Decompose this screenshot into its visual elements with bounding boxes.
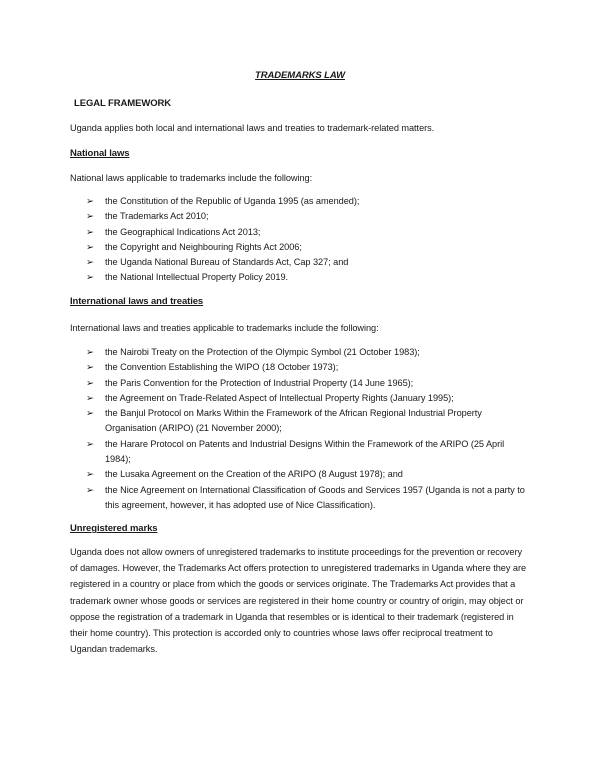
- arrow-bullet-icon: ➢: [86, 226, 94, 238]
- list-item: [0, 270, 600, 285]
- section-heading-legal-framework: LEGAL FRAMEWORK: [74, 98, 172, 109]
- arrow-bullet-icon: ➢: [86, 347, 94, 358]
- list-item: [0, 209, 600, 224]
- list-item-text: the Copyright and Neighbouring Rights Act 2006;: [105, 241, 302, 252]
- arrow-bullet-icon: ➢: [86, 272, 94, 284]
- list-item-text: the Nice Agreement on International Classification of Goods and Services 1957 (Uganda is not a party to this agreement, however, it has adopted use of Nice Classification).: [105, 484, 525, 510]
- list-item: [0, 360, 600, 375]
- unregistered-marks-body: Uganda does not allow owners of unregistered trademarks to institute proceedings for the prevention or recovery of damages. However, the Trademarks Act offers protection to unregistered trademarks in Uganda where they are registered in a country or place from which the goods or services originate. The Trademarks Act provides that a trademark owner whose goods or services are registered in their home country or country of origin, may object or oppose the registration of a trademark in Uganda that resembles or is identical to their trademark (registered in their home country). This protection is accorded only to countries whose laws offer reciprocal treatment to Ugandan trademarks.: [70, 547, 527, 655]
- arrow-bullet-icon: ➢: [86, 377, 94, 389]
- list-item-text: the Harare Protocol on Patents and Industrial Designs Within the Framework of the ARIPO (25 April 1984);: [105, 438, 505, 465]
- international-laws-lead: International laws and treaties applicable to trademarks include the following:: [70, 323, 379, 333]
- arrow-bullet-icon: ➢: [86, 408, 94, 420]
- list-item: [0, 467, 600, 482]
- intro-paragraph: Uganda applies both local and international laws and treaties to trademark-related matters.: [70, 123, 435, 133]
- list-item-text: the National Intellectual Property Policy 2019.: [105, 272, 289, 283]
- list-item: [0, 194, 600, 209]
- national-laws-lead: National laws applicable to trademarks include the following:: [70, 173, 313, 183]
- list-item-text: the Uganda National Bureau of Standards Act, Cap 327; and: [105, 257, 349, 268]
- list-item-text: the Convention Establishing the WIPO (18 October 1973);: [105, 362, 339, 373]
- arrow-bullet-icon: ➢: [86, 241, 94, 253]
- document-title: TRADEMARKS LAW: [255, 70, 345, 81]
- list-item: [0, 376, 600, 391]
- international-laws-heading: International laws and treaties: [70, 296, 204, 307]
- arrow-bullet-icon: ➢: [86, 362, 94, 374]
- list-item: [0, 483, 600, 514]
- unregistered-marks-heading: Unregistered marks: [70, 523, 158, 534]
- list-item-text: the Nairobi Treaty on the Protection of the Olympic Symbol (21 October 1983);: [105, 347, 420, 357]
- list-item: [0, 240, 600, 255]
- arrow-bullet-icon: ➢: [86, 484, 94, 496]
- list-item-text: the Lusaka Agreement on the Creation of the ARIPO (8 August 1978); and: [105, 469, 403, 480]
- list-item-text: the Constitution of the Republic of Uganda 1995 (as amended);: [105, 196, 360, 206]
- national-laws-heading: National laws: [70, 148, 130, 159]
- arrow-bullet-icon: ➢: [86, 438, 94, 450]
- list-item: [0, 255, 600, 270]
- arrow-bullet-icon: ➢: [86, 196, 94, 207]
- arrow-bullet-icon: ➢: [86, 211, 94, 223]
- list-item-text: the Paris Convention for the Protection of Industrial Property (14 June 1965);: [105, 377, 414, 388]
- arrow-bullet-icon: ➢: [86, 392, 94, 404]
- list-item: [0, 406, 600, 437]
- list-item-text: the Agreement on Trade-Related Aspect of Intellectual Property Rights (January 1995);: [105, 392, 454, 403]
- list-item: [0, 225, 600, 240]
- list-item-text: the Geographical Indications Act 2013;: [105, 226, 261, 237]
- list-item: [0, 345, 600, 360]
- list-item-text: the Banjul Protocol on Marks Within the Framework of the African Regional Industrial Property Organisation (ARIPO) (21 November 2000);: [105, 408, 482, 434]
- arrow-bullet-icon: ➢: [86, 469, 94, 481]
- international-laws-list: [0, 345, 600, 513]
- arrow-bullet-icon: ➢: [86, 257, 94, 269]
- list-item: [0, 391, 600, 406]
- list-item-text: the Trademarks Act 2010;: [105, 211, 209, 222]
- list-item: [0, 437, 600, 468]
- national-laws-list: [0, 194, 600, 286]
